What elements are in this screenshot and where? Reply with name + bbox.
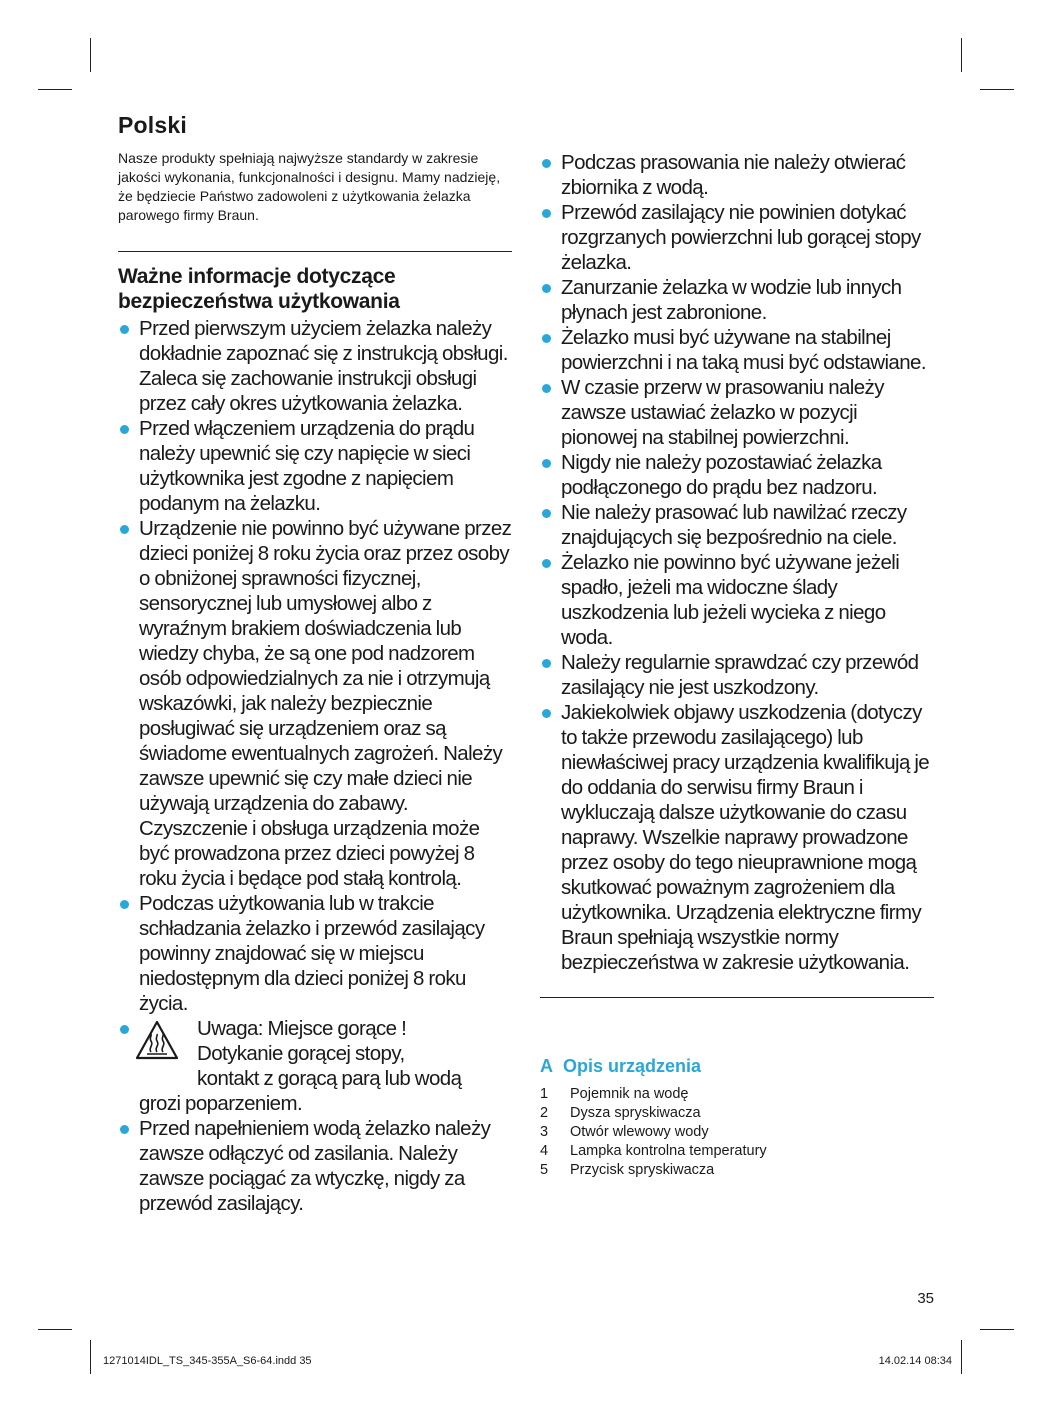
warning-line: kontakt z gorącą parą lub wodą — [197, 1067, 462, 1090]
section-divider — [540, 997, 934, 998]
list-item-text: Żelazko musi być używane na stabilnej powierzchni i na taką musi być odstawiane. — [561, 326, 926, 374]
bullet-dot — [542, 509, 551, 518]
bullet-dot — [542, 209, 551, 218]
description-heading — [540, 1056, 934, 1077]
bullet-dot — [120, 1025, 129, 1034]
list-item — [540, 150, 934, 200]
list-item-text: Urządzenie nie powinno być używane przez dzieci poniżej 8 roku życia oraz przez osoby o obniżonej sprawności fizycznej, sensorycznej lub umysłowej albo z wyraźnym brakiem doświadczenia lub wiedzy chyba, że są one pod nadzorem osób odpowiedzialnych za nie i otrzymują wskazówki, jak należy bezpiecznie posługiwać się urządzeniem oraz są świadome ewentualnych zagrożeń. Należy zawsze upewnić się czy małe dzieci nie używają urządzenia do zabawy. Czyszczenie i obsługa urządzenia może być prowadzona przez dzieci powyżej 8 roku życia i będące pod stałą kontrolą. — [139, 517, 512, 890]
bullet-dot — [120, 425, 129, 434]
part-label: Pojemnik na wodę — [570, 1086, 689, 1102]
footer-filename: 1271014IDL_TS_345-355A_S6-64.indd 35 — [103, 1355, 312, 1367]
safety-list-left — [118, 316, 512, 1216]
list-item — [540, 200, 934, 275]
list-item-text: Żelazko nie powinno być używane jeżeli spadło, jeżeli ma widoczne ślady uszkodzenia lub jeżeli wycieka z niego woda. — [561, 551, 900, 649]
page-title: Polski — [118, 112, 187, 138]
crop-mark — [38, 1329, 72, 1330]
hot-surface-warning-icon — [135, 1020, 179, 1060]
list-item-text: Podczas prasowania nie należy otwierać zbiornika z wodą. — [561, 151, 906, 199]
bullet-dot — [120, 525, 129, 534]
list-item-text: W czasie przerw w prasowaniu należy zawsze ustawiać żelazko w pozycji pionowej na stabilnej powierzchni. — [561, 376, 884, 449]
list-item — [540, 1123, 934, 1142]
page-number: 35 — [917, 1290, 934, 1307]
crop-mark — [90, 1340, 91, 1374]
section-divider — [118, 251, 512, 252]
part-label: Otwór wlewowy wody — [570, 1124, 709, 1140]
list-item — [540, 650, 934, 700]
list-item — [118, 1116, 512, 1216]
list-item-text: Podczas użytkowania lub w trakcie schładzania żelazko i przewód zasilający powinny znajdować się w miejscu niedostępnym dla dzieci poniżej 8 roku życia. — [139, 892, 485, 1015]
section-letter: A — [540, 1056, 553, 1076]
footer-timestamp: 14.02.14 08:34 — [878, 1355, 952, 1367]
list-item-text: Nigdy nie należy pozostawiać żelazka podłączonego do prądu bez nadzoru. — [561, 451, 882, 499]
crop-mark — [90, 38, 91, 72]
list-item — [540, 550, 934, 650]
warning-line: grozi poparzeniem. — [139, 1092, 303, 1115]
list-item — [118, 516, 512, 891]
part-number: 1 — [540, 1086, 549, 1102]
list-item — [118, 316, 512, 416]
warning-list-item — [118, 1016, 512, 1116]
part-number: 2 — [540, 1105, 549, 1121]
part-number: 5 — [540, 1162, 549, 1178]
safety-heading: Ważne informacje dotyczące bezpieczeństwa użytkowania — [118, 265, 400, 313]
part-number: 4 — [540, 1143, 549, 1159]
list-item — [540, 275, 934, 325]
list-item-text: Przed pierwszym użyciem żelazka należy dokładnie zapoznać się z instrukcją obsługi. Zaleca się zachowanie instrukcji obsługi przez cały okres użytkowania żelazka. — [139, 317, 508, 415]
part-number: 3 — [540, 1124, 549, 1140]
part-label: Przycisk spryskiwacza — [570, 1162, 715, 1178]
list-item-text: Przewód zasilający nie powinien dotykać rozgrzanych powierzchni lub gorącej stopy żelazka. — [561, 201, 921, 274]
list-item-text: Nie należy prasować lub nawilżać rzeczy znajdujących się bezpośrednio na ciele. — [561, 501, 907, 549]
list-item — [540, 375, 934, 450]
crop-mark — [38, 89, 72, 90]
description-title: Opis urządzenia — [563, 1056, 702, 1076]
left-column — [118, 112, 512, 1216]
part-label: Lampka kontrolna temperatury — [570, 1143, 767, 1159]
intro-paragraph: Nasze produkty spełniają najwyższe standardy w zakresie jakości wykonania, funkcjonalności i designu. Mamy nadzieję, że będziecie Państwo zadowoleni z użytkowania żelazka parowego firmy Braun. — [118, 150, 501, 223]
parts-list — [540, 1085, 934, 1180]
warning-block — [139, 1016, 512, 1091]
list-item — [540, 700, 934, 975]
list-item — [540, 450, 934, 500]
bullet-dot — [542, 284, 551, 293]
crop-mark — [980, 89, 1014, 90]
list-item-text: Jakiekolwiek objawy uszkodzenia (dotyczy to także przewodu zasilającego) lub niewłaściwej pracy urządzenia kwalifikują je do oddania do serwisu firmy Braun i wykluczają dalsze użytkowanie do czasu naprawy. Wszelkie naprawy prowadzone przez osoby do tego nieuprawnione mogą skutkować poważnym zagrożeniem dla użytkownika. Urządzenia elektryczne firmy Braun spełniają wszystkie normy bezpieczeństwa w zakresie użytkowania. — [561, 701, 930, 974]
list-item — [540, 1142, 934, 1161]
bullet-dot — [120, 325, 129, 334]
list-item — [540, 325, 934, 375]
bullet-dot — [542, 559, 551, 568]
crop-mark — [961, 1340, 962, 1374]
bullet-dot — [542, 384, 551, 393]
bullet-dot — [542, 159, 551, 168]
list-item-text: Przed włączeniem urządzenia do prądu należy upewnić się czy napięcie w sieci użytkownika jest zgodne z napięciem podanym na żelazku. — [139, 417, 475, 515]
list-item-text: Zanurzanie żelazka w wodzie lub innych płynach jest zabronione. — [561, 276, 902, 324]
warning-line: Dotykanie gorącej stopy, — [197, 1042, 405, 1065]
crop-mark — [980, 1329, 1014, 1330]
list-item — [540, 500, 934, 550]
bullet-dot — [542, 709, 551, 718]
bullet-dot — [542, 659, 551, 668]
bullet-dot — [542, 334, 551, 343]
list-item — [540, 1104, 934, 1123]
list-item-text: Przed napełnieniem wodą żelazko należy zawsze odłączyć od zasilania. Należy zawsze pociągać za wtyczkę, nigdy za przewód zasilający. — [139, 1117, 491, 1215]
right-column — [540, 150, 934, 1180]
warning-line: Uwaga: Miejsce gorące ! — [197, 1017, 407, 1040]
crop-mark — [961, 38, 962, 72]
bullet-dot — [120, 900, 129, 909]
part-label: Dysza spryskiwacza — [570, 1105, 701, 1121]
safety-list-right — [540, 150, 934, 975]
list-item — [540, 1161, 934, 1180]
bullet-dot — [542, 459, 551, 468]
list-item — [540, 1085, 934, 1104]
list-item — [118, 891, 512, 1016]
bullet-dot — [120, 1125, 129, 1134]
list-item — [118, 416, 512, 516]
list-item-text: Należy regularnie sprawdzać czy przewód zasilający nie jest uszkodzony. — [561, 651, 919, 699]
warning-text — [197, 1016, 512, 1091]
